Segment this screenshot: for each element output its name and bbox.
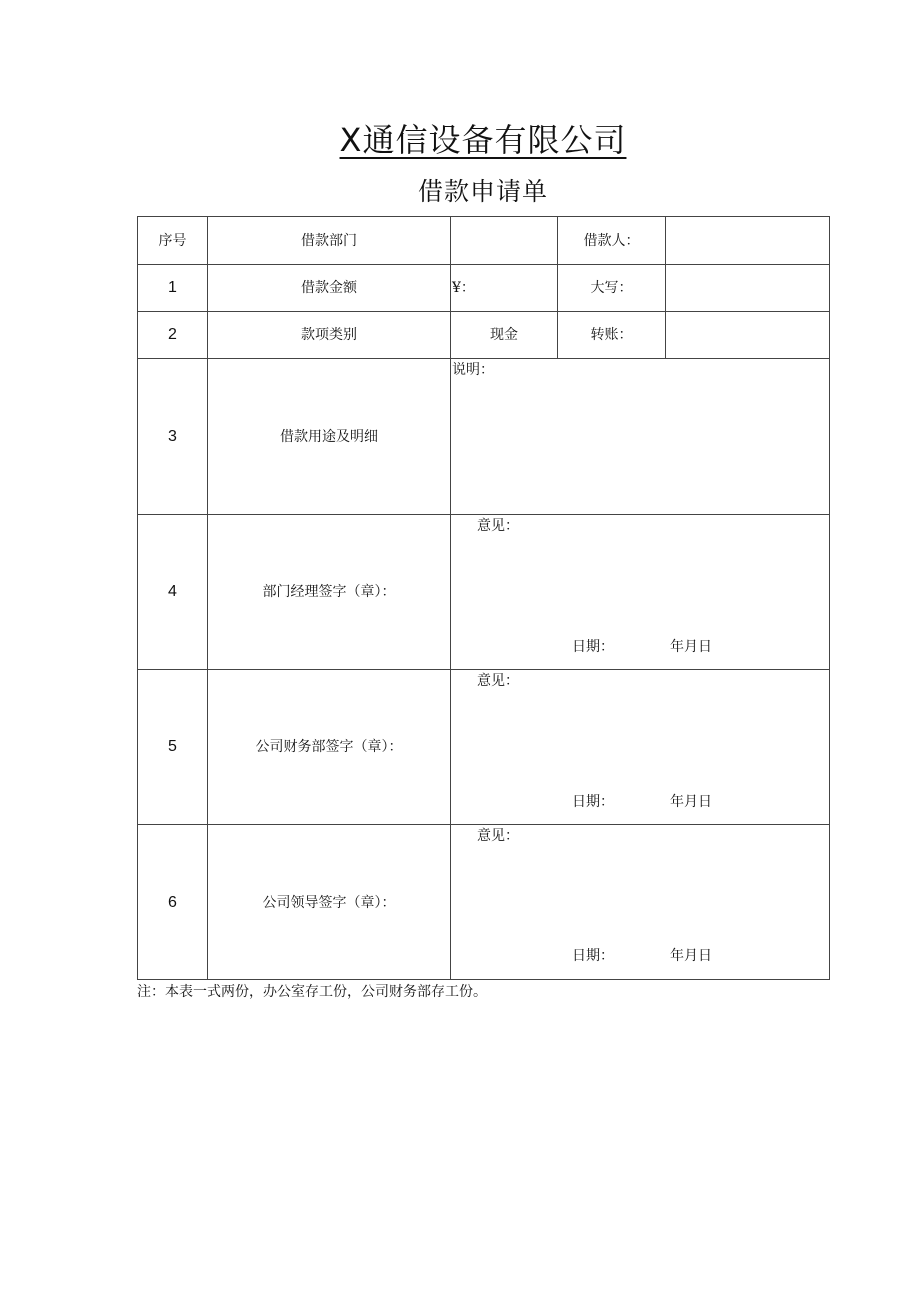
row-number: 3	[168, 428, 177, 445]
row-number: 2	[168, 326, 177, 343]
borrower-label: 借款人：	[583, 233, 640, 249]
row-divider	[138, 824, 829, 825]
form-title: 借款申请单	[417, 177, 548, 206]
finance-dept-signature-label: 公司财务部签字（章）：	[255, 739, 403, 755]
dept-manager-signature-label: 部门经理签字（章）：	[262, 584, 396, 600]
seq-header: 序号	[158, 233, 187, 249]
opinion-label: 意见：	[477, 673, 519, 689]
loan-application-table	[137, 216, 830, 980]
date-label: 日期：	[572, 948, 614, 964]
loan-amount-label: 借款金额	[301, 280, 357, 296]
date-units: 年月日	[670, 794, 712, 810]
amount-yen-field[interactable]: ¥：	[452, 280, 475, 296]
dept-label: 借款部门	[301, 233, 357, 249]
row-number: 4	[168, 583, 177, 600]
row-number: 1	[168, 279, 177, 296]
company-name: X通信设备有限公司	[339, 121, 627, 159]
row-divider	[138, 669, 829, 670]
loan-purpose-label: 借款用途及明细	[280, 429, 378, 445]
opinion-label: 意见：	[477, 828, 519, 844]
date-units: 年月日	[670, 948, 712, 964]
row-divider	[138, 358, 829, 359]
company-leader-signature-label: 公司领导签字（章）：	[262, 895, 396, 911]
row-divider	[138, 311, 829, 312]
row-divider	[138, 514, 829, 515]
description-label: 说明：	[452, 362, 494, 378]
column-divider	[665, 217, 666, 358]
date-units: 年月日	[670, 639, 712, 655]
row-number: 6	[168, 894, 177, 911]
transfer-option[interactable]: 转账：	[590, 327, 633, 343]
amount-in-words-label: 大写：	[590, 280, 633, 296]
date-label: 日期：	[572, 639, 614, 655]
payment-type-label: 款项类别	[301, 327, 357, 343]
footnote: 注：本表一式两份，办公室存工份，公司财务部存工份。	[137, 984, 487, 1000]
row-divider	[138, 264, 829, 265]
cash-option[interactable]: 现金	[490, 327, 518, 343]
row-number: 5	[168, 738, 177, 755]
opinion-label: 意见：	[477, 518, 519, 534]
date-label: 日期：	[572, 794, 614, 810]
